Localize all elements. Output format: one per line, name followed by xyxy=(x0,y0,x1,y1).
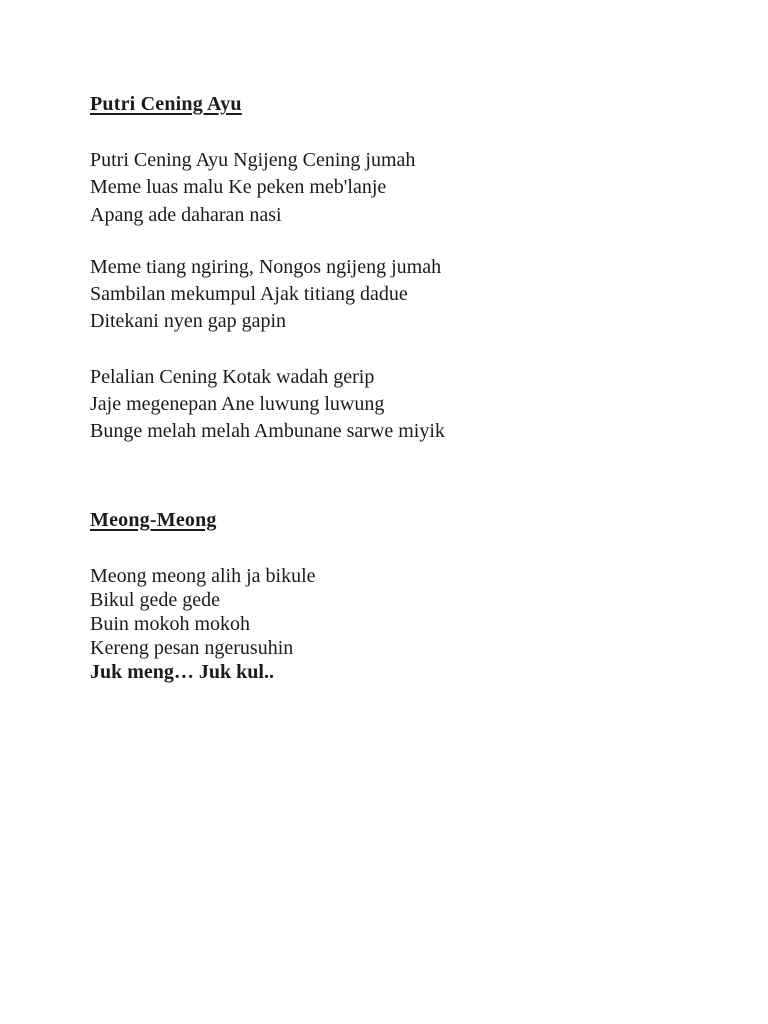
lyric-line: Meme tiang ngiring, Nongos ngijeng jumah xyxy=(90,255,442,278)
lyric-line: Putri Cening Ayu Ngijeng Cening jumah xyxy=(90,149,416,171)
song-title-putri-cening-ayu: Putri Cening Ayu xyxy=(90,93,242,115)
stanza-3 xyxy=(90,364,708,446)
lyric-line: Bikul gede gede xyxy=(90,588,220,611)
lyric-line: Kereng pesan ngerusuhin xyxy=(90,636,294,659)
lyric-line: Buin mokoh mokoh xyxy=(90,612,251,635)
lyric-line: Meong meong alih ja bikule xyxy=(90,564,316,587)
stanza-2 xyxy=(90,254,708,336)
lyric-line-final: Juk meng… Juk kul.. xyxy=(90,660,274,683)
lyric-line: Bunge melah melah Ambunane sarwe miyik xyxy=(90,420,445,443)
lyric-line: Meme luas malu Ke peken meb'lanje xyxy=(90,176,387,199)
song-title-meong-meong: Meong-Meong xyxy=(90,508,217,531)
lyric-line: Ditekani nyen gap gapin xyxy=(90,310,287,333)
lyric-line: Sambilan mekumpul Ajak titiang dadue xyxy=(90,283,408,306)
song-putri-cening-ayu xyxy=(90,92,708,446)
page-content xyxy=(0,92,768,684)
lyric-line: Pelalian Cening Kotak wadah gerip xyxy=(90,365,375,388)
stanza-4 xyxy=(90,564,708,684)
stanza-1 xyxy=(90,147,708,229)
lyric-line: Jaje megenepan Ane luwung luwung xyxy=(90,393,385,416)
lyric-line: Apang ade daharan nasi xyxy=(90,203,282,226)
song-meong-meong xyxy=(90,508,708,684)
